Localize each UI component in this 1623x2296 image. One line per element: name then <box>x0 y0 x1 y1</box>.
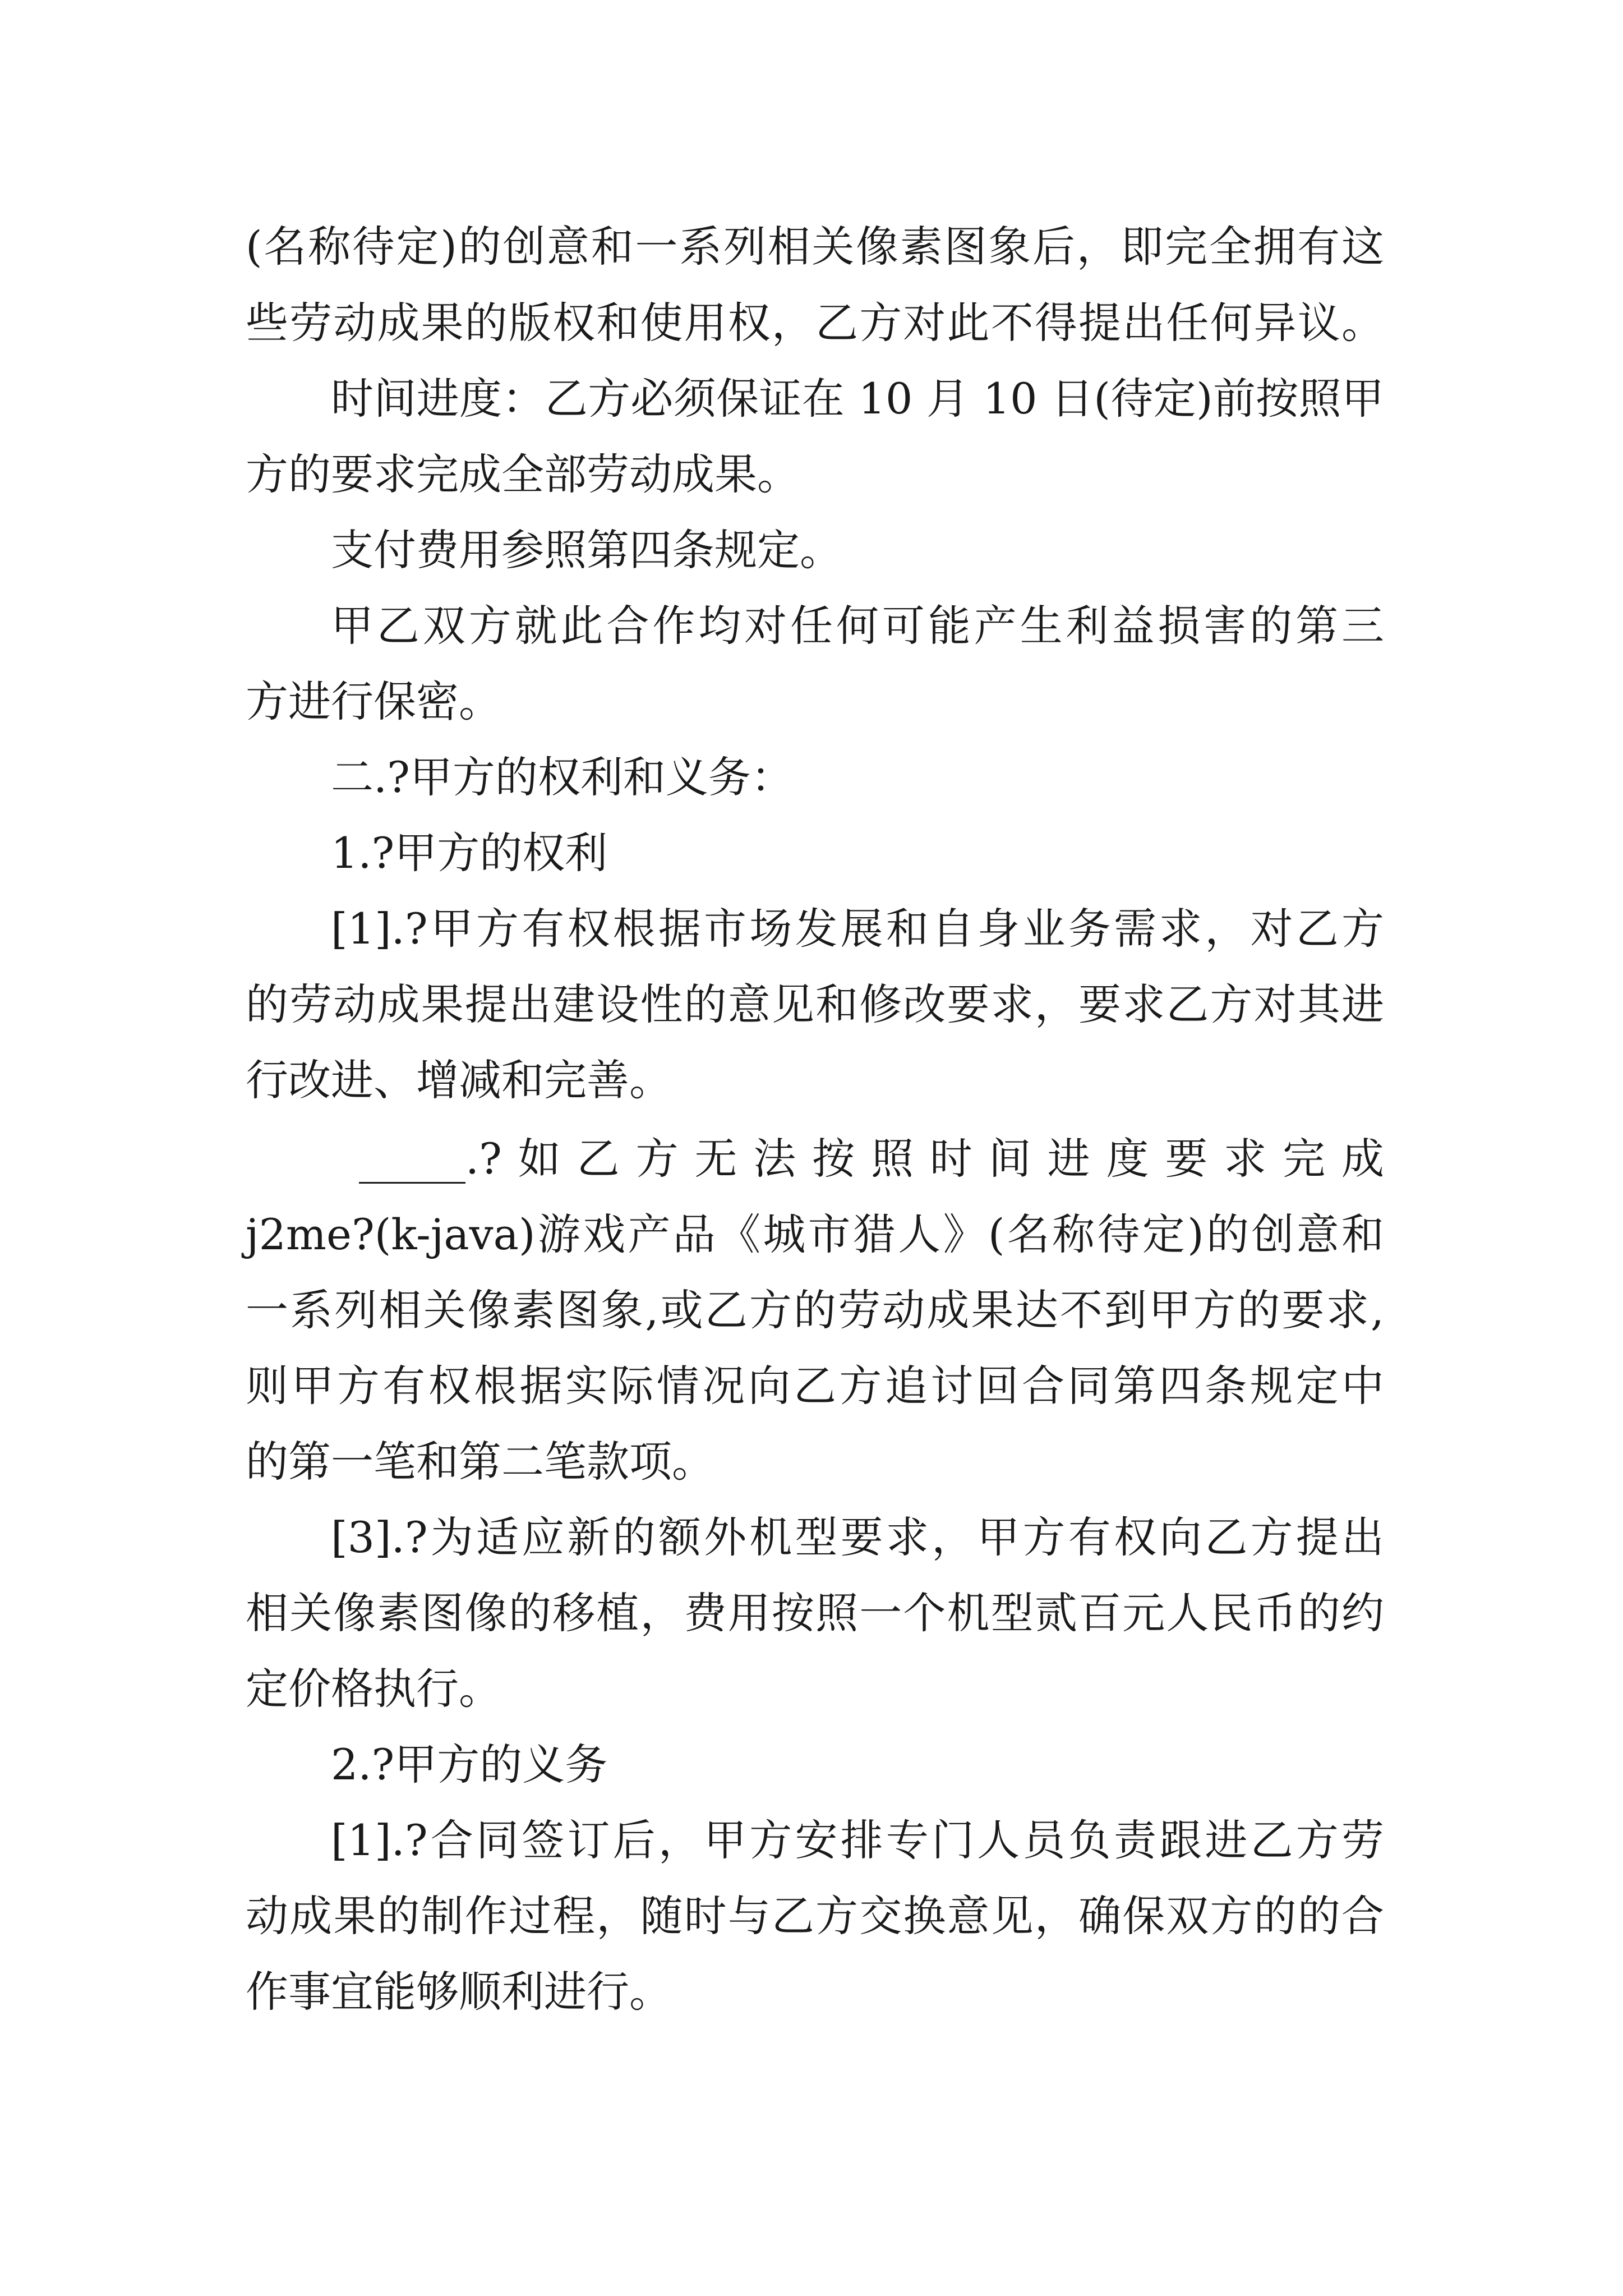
section-heading-2: 二.?甲方的权利和义务： <box>331 752 794 802</box>
text-line-18: [3].?为适应新的额外机型要求，甲方有权向乙方提出 <box>331 1512 1384 1562</box>
text-line-7: 方进行保密。 <box>246 677 501 726</box>
text-line-16: 则甲方有权根据实际情况向乙方追讨回合同第四条规定中 <box>246 1361 1384 1411</box>
text-line-13: _____.?如乙方无法按照时间进度要求完成 <box>359 1134 1384 1184</box>
text-line-10: [1].?甲方有权根据市场发展和自身业务需求，对乙方 <box>331 904 1384 954</box>
text-line-11: 的劳动成果提出建设性的意见和修改要求，要求乙方对其进 <box>246 979 1384 1029</box>
subsection-heading-1: 1.?甲方的权利 <box>331 828 608 878</box>
text-line-12: 行改进、增减和完善。 <box>246 1055 672 1105</box>
text-line-6: 甲乙双方就此合作均对任何可能产生利益损害的第三 <box>331 601 1384 651</box>
text-line-4: 方的要求完成全部劳动成果。 <box>246 449 800 499</box>
text-line-24: 作事宜能够顺利进行。 <box>246 1967 672 2017</box>
text-line-1: (名称待定)的创意和一系列相关像素图象后，即完全拥有这 <box>246 222 1384 272</box>
text-line-19: 相关像素图像的移植，费用按照一个机型贰百元人民币的约 <box>246 1588 1384 1638</box>
text-line-20: 定价格执行。 <box>246 1664 501 1714</box>
text-line-3: 时间进度：乙方必须保证在 10 月 10 日(待定)前按照甲 <box>331 374 1384 424</box>
text-line-22: [1].?合同签订后，甲方安排专门人员负责跟进乙方劳 <box>331 1815 1384 1865</box>
text-line-15: 一系列相关像素图象,或乙方的劳动成果达不到甲方的要求, <box>246 1285 1384 1335</box>
text-line-5: 支付费用参照第四条规定。 <box>331 525 842 575</box>
text-line-2: 些劳动成果的版权和使用权，乙方对此不得提出任何异议。 <box>246 298 1384 348</box>
text-line-14: j2me?(k-java)游戏产品《城市猎人》(名称待定)的创意和 <box>246 1209 1384 1259</box>
text-line-23: 动成果的制作过程，随时与乙方交换意见，确保双方的的合 <box>246 1891 1384 1941</box>
text-line-17: 的第一笔和第二笔款项。 <box>246 1437 714 1487</box>
subsection-heading-2: 2.?甲方的义务 <box>331 1740 608 1789</box>
